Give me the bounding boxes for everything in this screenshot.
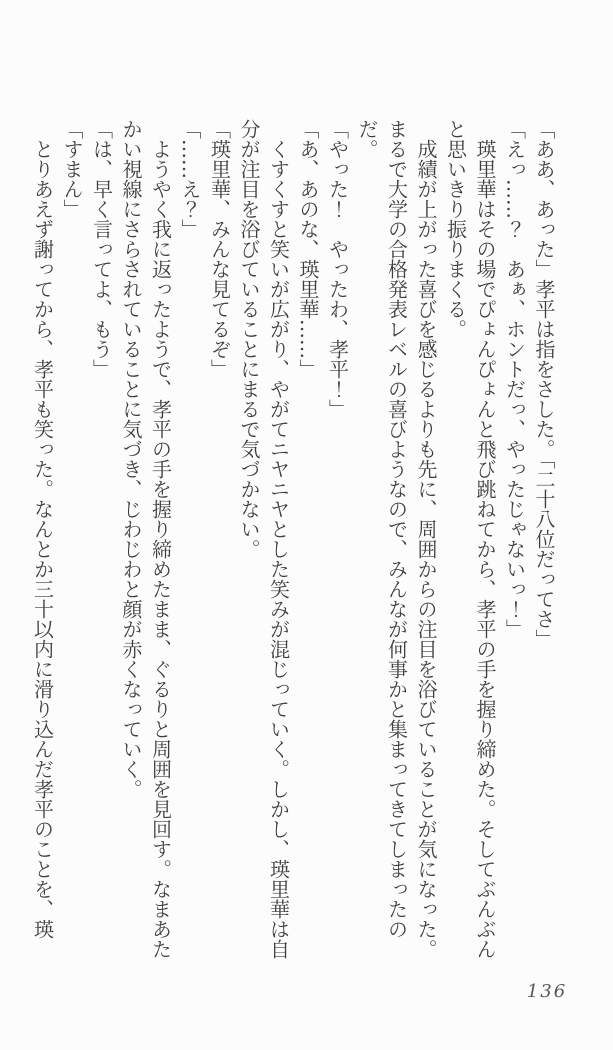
text-line: 「ああ、あった」孝平は指をさした。「二十八位だってさ」: [532, 119, 556, 649]
text-line: 「あ、あのな、瑛里華……」: [296, 119, 320, 379]
page-text: [30, 119, 558, 967]
text-line: と思いきり振りまくる。: [443, 119, 468, 339]
text-line: 「……え？」: [178, 119, 202, 239]
text-line: かい視線にさらされていることに気づき、じわじわと顔が赤くなっていく。: [119, 119, 143, 799]
text-line: とりあえず謝ってから、孝平も笑った。なんとか三十以内に滑り込んだ孝平のことを、瑛: [30, 119, 55, 939]
text-line: 成績が上がった喜びを感じるよりも先に、周囲からの注目を浴びていることが気になった。: [414, 119, 438, 959]
text-line: 「すまん」: [60, 119, 84, 219]
text-line: まるで大学の合格発表レベルの喜びようなので、みんなが何事かと集まってきてしまったのだ。: [355, 119, 409, 939]
text-line: くすくすと笑いが広がり、やがてニヤニヤとした笑みが混じっていく。しかし、瑛里華は自: [266, 119, 291, 959]
page-number: 136: [526, 981, 568, 1002]
text-line: 「やった！ やったわ、孝平！」: [325, 119, 350, 419]
text-line: 分が注目を浴びていることにまるで気づかない。: [237, 119, 261, 559]
text-line: ようやく我に返ったようで、孝平の手を握り締めたまま、ぐるりと周囲を見回す。なまあた: [148, 119, 173, 959]
text-line: 「瑛里華、みんな見てるぞ」: [207, 119, 232, 379]
text-line: 瑛里華はその場でぴょんぴょんと飛び跳ねてから、孝平の手を握り締めた。そしてぶんぶん: [473, 119, 497, 959]
text-line: 「えっ……？ あぁ、ホントだっ、やったじゃないっ！」: [502, 119, 527, 639]
text-line: 「は、早く言ってよ、もう」: [89, 119, 114, 379]
